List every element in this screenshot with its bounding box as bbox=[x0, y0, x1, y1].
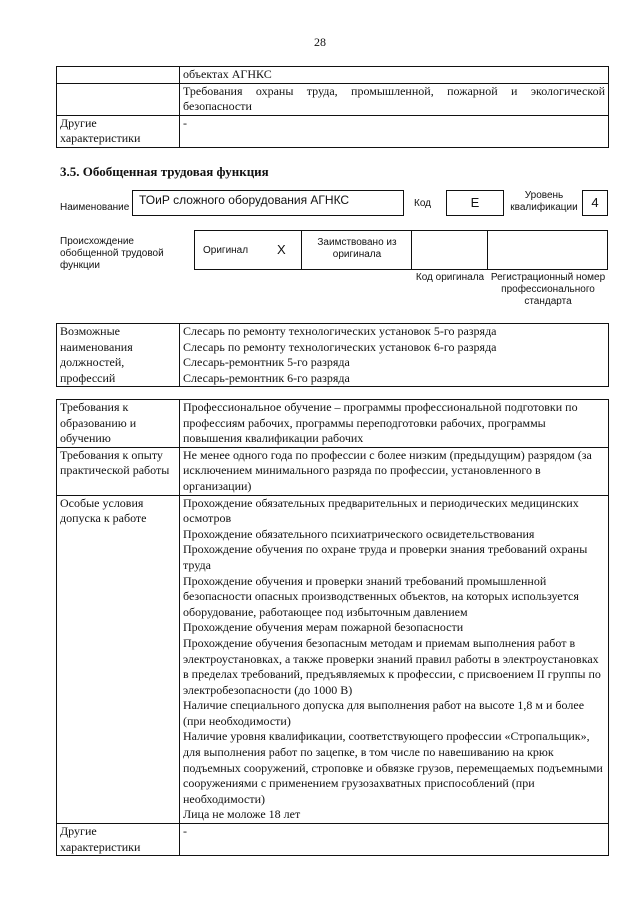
special-label: Особые условия допуска к работе bbox=[57, 495, 180, 823]
top-table bbox=[56, 66, 609, 148]
original-label: Оригинал bbox=[203, 245, 249, 256]
origin-label: Происхождение обобщенной трудовой функции bbox=[60, 236, 164, 271]
special-item: Прохождение обязательных предварительных и периодических медицинских осмотров bbox=[183, 495, 579, 526]
top-row2-label bbox=[57, 83, 180, 115]
original-mark: X bbox=[277, 242, 286, 257]
other-label: Другие характеристики bbox=[57, 824, 180, 856]
other-value: - bbox=[180, 824, 609, 856]
special-item: Прохождение обязательного психиатрического освидетельствования bbox=[183, 526, 535, 541]
positions-table bbox=[56, 323, 609, 387]
requirements-table bbox=[56, 399, 609, 856]
origin-divider-3 bbox=[487, 231, 488, 269]
top-row1-label bbox=[57, 67, 180, 84]
position-item: Слесарь по ремонту технологических установок 5-го разряда bbox=[183, 324, 497, 338]
education-label: Требования к образованию и обучению bbox=[57, 400, 180, 448]
top-row3-value: - bbox=[180, 115, 609, 147]
origin-divider-1 bbox=[301, 231, 302, 269]
name-label: Наименование bbox=[60, 202, 130, 213]
code-value: E bbox=[446, 190, 504, 216]
positions-label: Возможные наименования должностей, профессий bbox=[57, 324, 180, 387]
level-label: Уровень квалификации bbox=[510, 190, 578, 213]
position-item: Слесарь-ремонтник 6-го разряда bbox=[183, 370, 350, 385]
special-list bbox=[180, 495, 609, 823]
special-item: Прохождение обучения безопасным методам и приемам выполнения работ в электроустановках, а также проверки знаний правил работы в электроустановках в пределах требований, предъявляемых к профессии, с присвоением II группы по электробезопасности (до 1000 В) bbox=[183, 635, 601, 697]
origin-divider-2 bbox=[411, 231, 412, 269]
special-item: Лица не моложе 18 лет bbox=[183, 807, 301, 822]
level-value: 4 bbox=[582, 190, 608, 216]
position-item: Слесарь-ремонтник 5-го разряда bbox=[183, 355, 350, 370]
special-item: Наличие специального допуска для выполнения работ на высоте 1,8 м и более (при необходимости) bbox=[183, 698, 585, 728]
page-number: 28 bbox=[314, 35, 326, 49]
borrowed-label: Заимствовано из оригинала bbox=[317, 237, 397, 260]
code-label: Код bbox=[414, 198, 432, 209]
experience-label: Требования к опыту практической работы bbox=[57, 447, 180, 495]
special-item: Прохождение обучения мерам пожарной безопасности bbox=[183, 620, 464, 635]
top-row2-value: Требования охраны труда, промышленной, пожарной и экологической безопасности bbox=[180, 83, 609, 115]
name-value: ТОиР сложного оборудования АГНКС bbox=[132, 190, 404, 216]
position-item: Слесарь по ремонту технологических установок 6-го разряда bbox=[183, 339, 497, 354]
top-row1-value: объектах АГНКС bbox=[180, 67, 609, 84]
special-item: Прохождение обучения по охране труда и проверки знания требований охраны труда bbox=[183, 542, 588, 572]
code-caption: Код оригинала bbox=[415, 272, 485, 283]
special-item: Прохождение обучения и проверки знаний требований промышленной безопасности опасных производственных объектов, на которых используется оборудование, работающее под избыточным давлением bbox=[183, 573, 579, 619]
reg-caption: Регистрационный номер профессионального стандарта bbox=[490, 272, 606, 307]
special-item: Наличие уровня квалификации, соответствующего профессии «Стропальщик», для выполнения работ по зацепке, в том числе по навешиванию на крюк подъемных сооружений, строповке и обвязке грузов, перемещаемых подъемными сооружениями с применением грузозахватных приспособлений (при необходимости) bbox=[183, 729, 603, 806]
positions-list bbox=[180, 324, 609, 387]
experience-value: Не менее одного года по профессии с более низким (предыдущим) разрядом (за исключением минимального разряда по профессии, установленного в организации) bbox=[180, 447, 609, 495]
origin-box bbox=[194, 230, 608, 270]
education-value: Профессиональное обучение – программы профессиональной подготовки по профессиям рабочих, программы переподготовки рабочих, программы повышения квалификации рабочих bbox=[180, 400, 609, 448]
section-title: 3.5. Обобщенная трудовая функция bbox=[60, 164, 269, 179]
top-row3-label: Другие характеристики bbox=[57, 115, 180, 147]
